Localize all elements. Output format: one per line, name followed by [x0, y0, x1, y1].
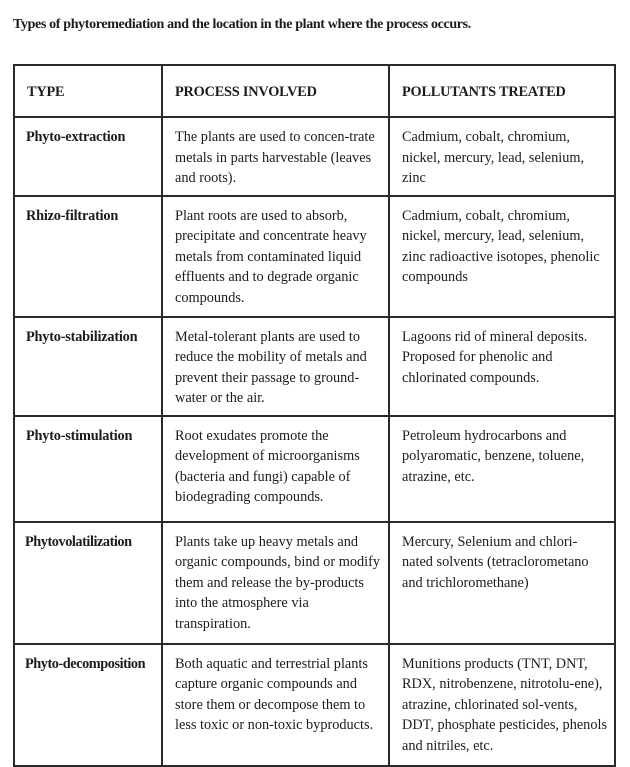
table-row	[14, 416, 615, 522]
table-caption: Types of phytoremediation and the location in the plant where the process occurs.	[13, 17, 471, 32]
cell-process: Metal-tolerant plants are used to reduce the mobility of metals and prevent their passage to ground-water or the air.	[162, 317, 389, 416]
cell-type: Phyto-extraction	[14, 117, 162, 196]
header-type: TYPE	[14, 65, 162, 117]
table-row	[14, 196, 615, 317]
cell-pollutants: Lagoons rid of mineral deposits. Proposed for phenolic and chlorinated compounds.	[389, 317, 615, 416]
cell-type: Phyto-decomposition	[14, 644, 162, 766]
table-row	[14, 317, 615, 416]
cell-type: Phytovolatilization	[14, 522, 162, 644]
cell-type: Rhizo-filtration	[14, 196, 162, 317]
table-row	[14, 522, 615, 644]
cell-pollutants: Cadmium, cobalt, chromium, nickel, mercury, lead, selenium, zinc radioactive isotopes, phenolic compounds	[389, 196, 615, 317]
header-process: PROCESS INVOLVED	[162, 65, 389, 117]
cell-pollutants: Cadmium, cobalt, chromium, nickel, mercury, lead, selenium, zinc	[389, 117, 615, 196]
header-row	[14, 65, 615, 117]
cell-process: Root exudates promote the development of microorganisms (bacteria and fungi) capable of biodegrading compounds.	[162, 416, 389, 522]
cell-process: The plants are used to concen-trate metals in parts harvestable (leaves and roots).	[162, 117, 389, 196]
cell-type: Phyto-stabilization	[14, 317, 162, 416]
cell-pollutants: Mercury, Selenium and chlori-nated solvents (tetraclorometano and trichloromethane)	[389, 522, 615, 644]
cell-process: Both aquatic and terrestrial plants capture organic compounds and store them or decompose them to less toxic or non-toxic byproducts.	[162, 644, 389, 766]
header-pollutants: POLLUTANTS TREATED	[389, 65, 615, 117]
cell-pollutants: Petroleum hydrocarbons and polyaromatic, benzene, toluene, atrazine, etc.	[389, 416, 615, 522]
table-row	[14, 117, 615, 196]
table-row	[14, 644, 615, 766]
cell-process: Plant roots are used to absorb, precipitate and concentrate heavy metals from contaminated liquid effluents and to degrade organic compounds.	[162, 196, 389, 317]
cell-process: Plants take up heavy metals and organic compounds, bind or modify them and release the by-products into the atmosphere via transpiration.	[162, 522, 389, 644]
cell-pollutants: Munitions products (TNT, DNT, RDX, nitrobenzene, nitrotolu-ene), atrazine, chlorinated sol-vents, DDT, phosphate pesticides, phenols and nitriles, etc.	[389, 644, 615, 766]
cell-type: Phyto-stimulation	[14, 416, 162, 522]
phytoremediation-table	[13, 64, 616, 767]
